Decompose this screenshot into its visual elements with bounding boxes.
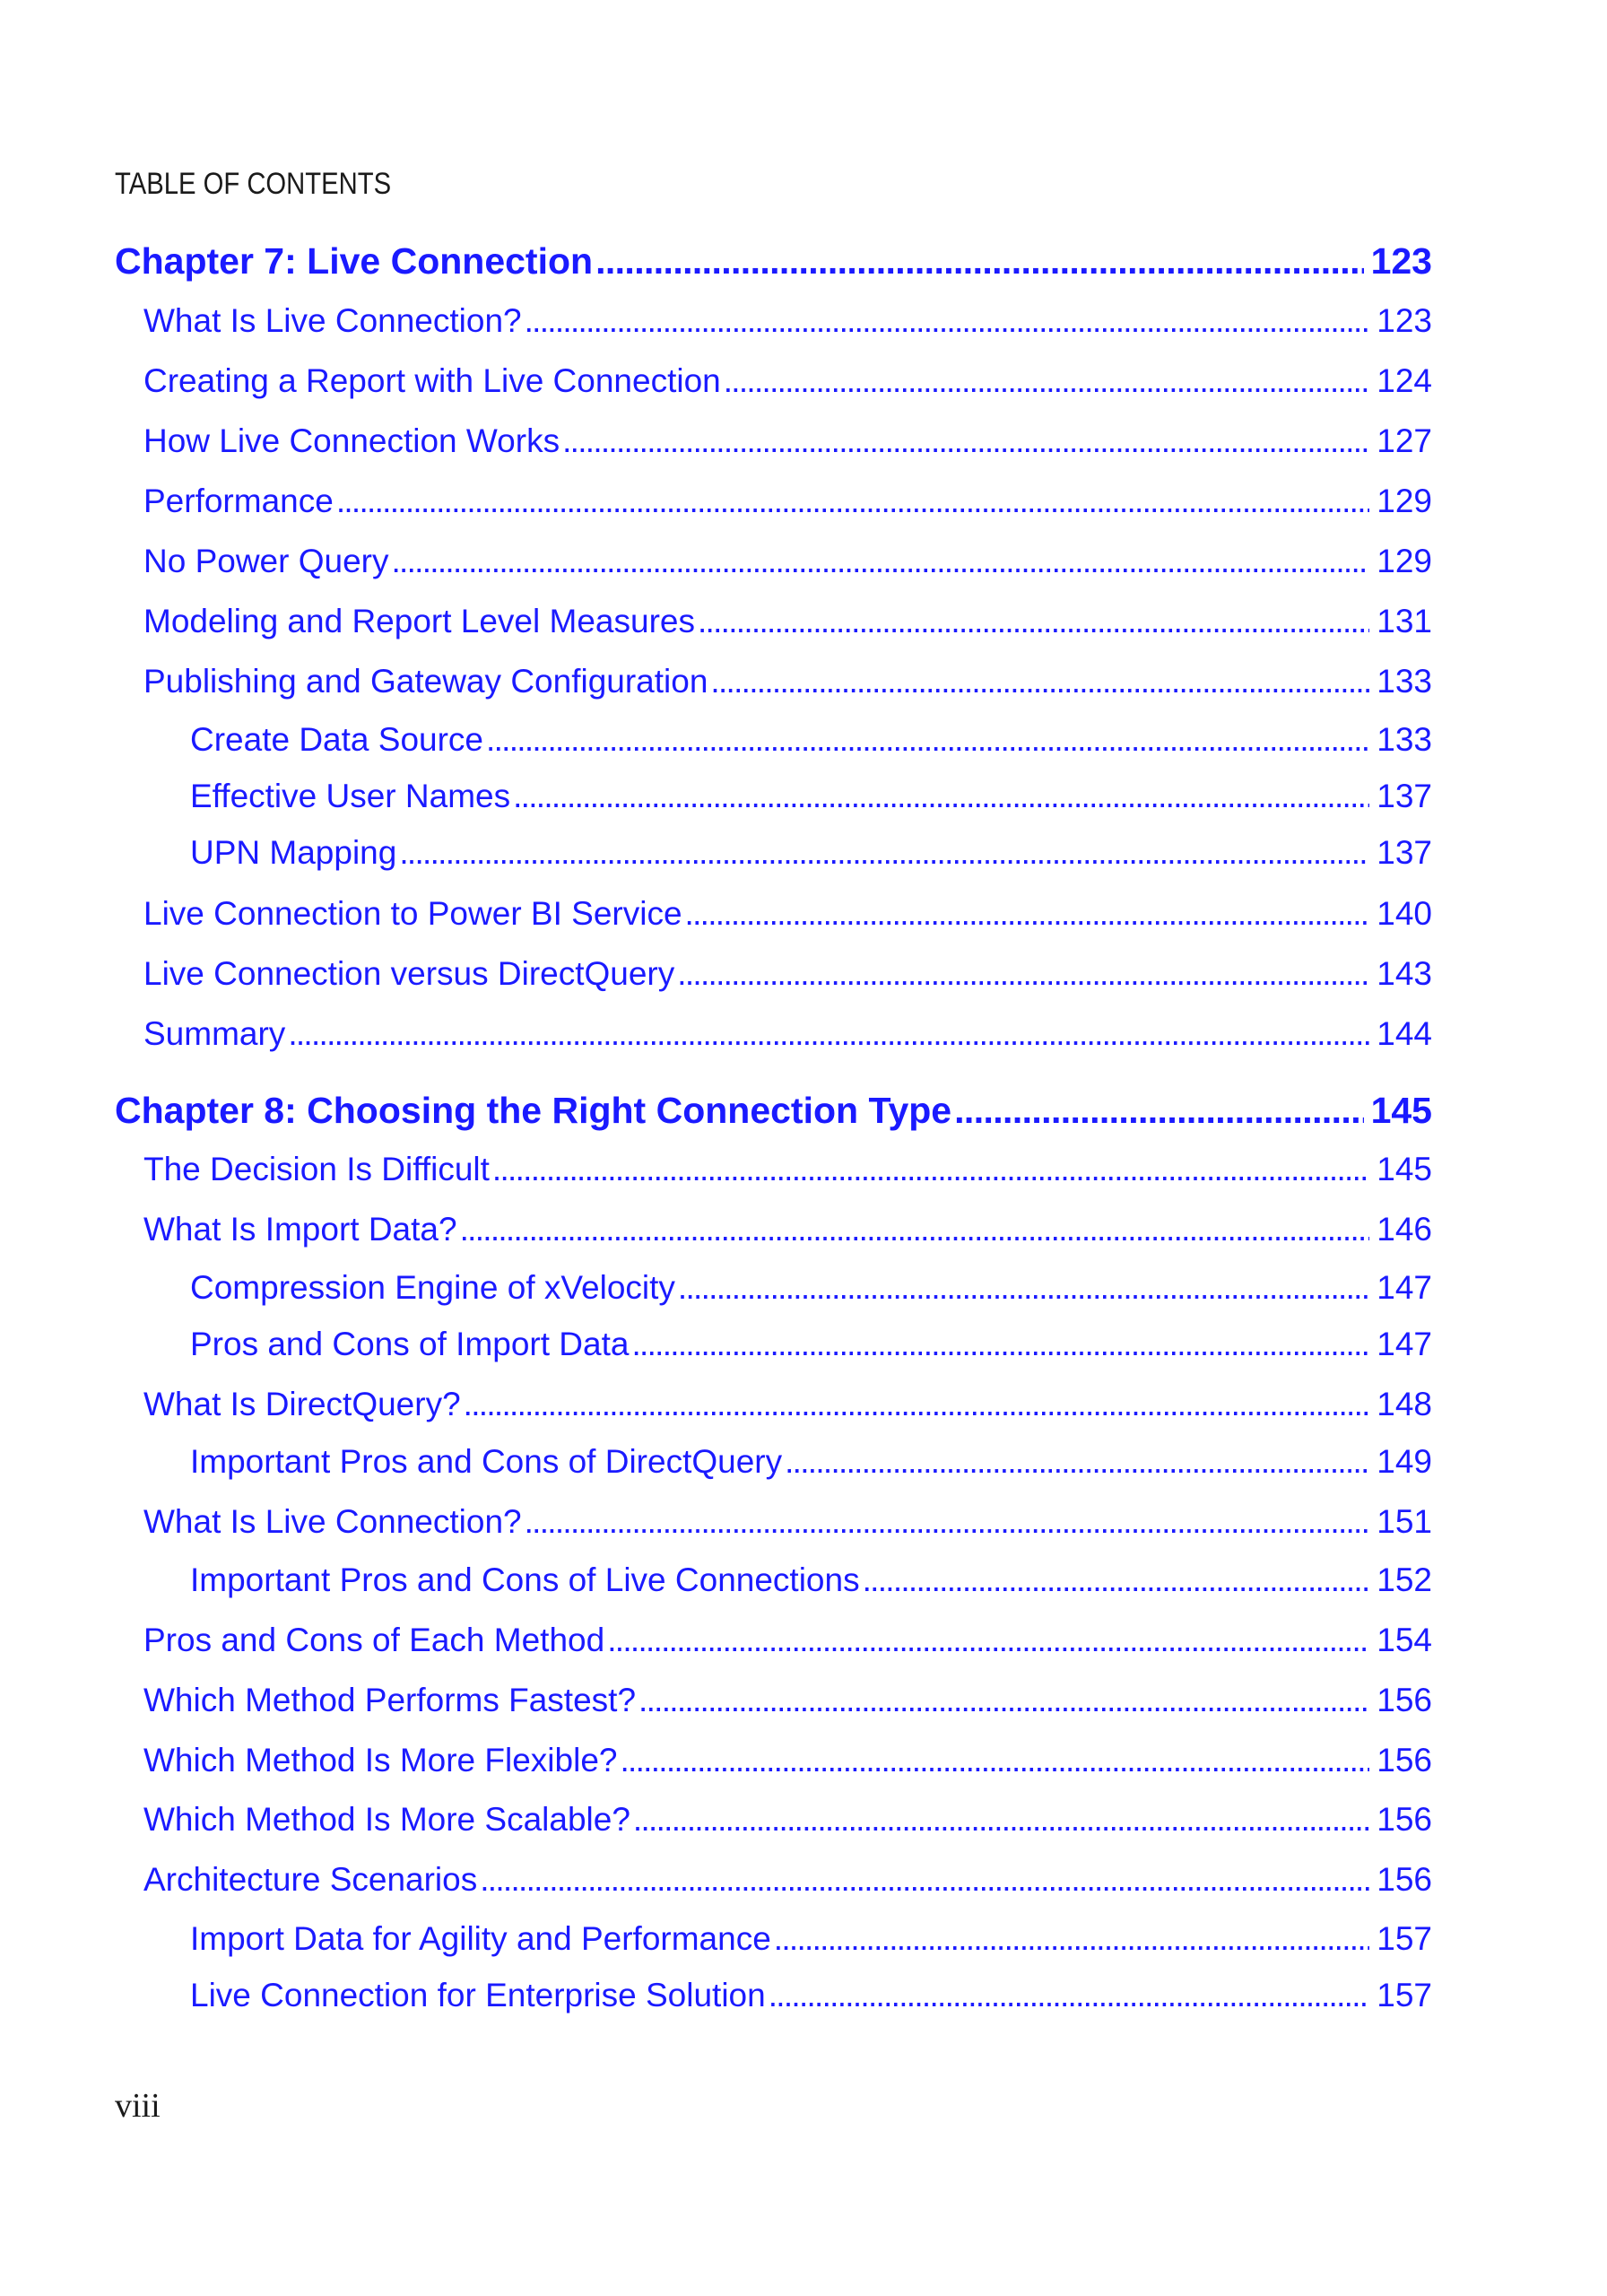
toc-entry-page: 143	[1377, 955, 1432, 992]
toc-entry-title: What Is DirectQuery?	[143, 1386, 461, 1422]
toc-dot-leader	[774, 1920, 1369, 1958]
toc-dot-leader	[595, 240, 1364, 283]
toc-entry-page: 151	[1377, 1503, 1432, 1540]
toc-section-entry[interactable]	[143, 663, 1432, 708]
toc-entry-title: Architecture Scenarios	[143, 1861, 478, 1898]
toc-dot-leader	[480, 1861, 1369, 1899]
toc-entry-page: 144	[1377, 1015, 1432, 1052]
toc-dot-leader	[954, 1090, 1363, 1132]
toc-entry-title: Pros and Cons of Import Data	[190, 1326, 630, 1362]
toc-entry-page: 157	[1377, 1977, 1432, 2013]
toc-section-entry[interactable]	[190, 721, 1432, 766]
toc-dot-leader	[677, 955, 1369, 993]
toc-entry-page: 146	[1377, 1211, 1432, 1248]
toc-section-entry[interactable]	[190, 778, 1432, 822]
toc-section-entry[interactable]	[190, 1443, 1432, 1488]
toc-entry-title: What Is Import Data?	[143, 1211, 457, 1248]
toc-entry-title: Pros and Cons of Each Method	[143, 1622, 605, 1658]
toc-entry-page: 154	[1377, 1622, 1432, 1658]
toc-entry-title: Import Data for Agility and Performance	[190, 1920, 771, 1957]
toc-section-entry[interactable]	[143, 1386, 1432, 1431]
toc-dot-leader	[399, 834, 1369, 872]
toc-section-entry[interactable]	[190, 1326, 1432, 1370]
toc-dot-leader	[562, 422, 1369, 460]
toc-section-entry[interactable]	[143, 1151, 1432, 1196]
toc-entry-title: Important Pros and Cons of Live Connections	[190, 1561, 860, 1598]
toc-dot-leader	[724, 362, 1370, 400]
toc-section-entry[interactable]	[143, 362, 1432, 407]
toc-dot-leader	[525, 1503, 1370, 1541]
toc-section-entry[interactable]	[190, 834, 1432, 879]
toc-entry-page: 129	[1377, 483, 1432, 519]
toc-dot-leader	[633, 1801, 1369, 1839]
toc-entry-title: Chapter 7: Live Connection	[115, 240, 594, 282]
toc-dot-leader	[685, 895, 1370, 933]
page-number: viii	[115, 2087, 161, 2125]
toc-entry-page: 129	[1377, 543, 1432, 579]
toc-entry-title: Create Data Source	[190, 721, 484, 758]
toc-section-entry[interactable]	[190, 1920, 1432, 1965]
toc-entry-page: 133	[1377, 721, 1432, 758]
toc-section-entry[interactable]	[143, 1503, 1432, 1548]
toc-entry-page: 156	[1377, 1861, 1432, 1898]
toc-entry-title: Publishing and Gateway Configuration	[143, 663, 708, 700]
running-header: TABLE OF CONTENTS	[115, 167, 392, 201]
toc-entry-title: Which Method Is More Flexible?	[143, 1742, 618, 1779]
toc-dot-leader	[863, 1561, 1370, 1599]
toc-dot-leader	[464, 1386, 1370, 1423]
toc-entry-title: No Power Query	[143, 543, 389, 579]
toc-entry-title: Performance	[143, 483, 334, 519]
toc-section-entry[interactable]	[143, 422, 1432, 467]
toc-entry-title: Important Pros and Cons of DirectQuery	[190, 1443, 783, 1480]
toc-entry-page: 157	[1377, 1920, 1432, 1957]
toc-entry-title: The Decision Is Difficult	[143, 1151, 490, 1187]
toc-dot-leader	[392, 543, 1370, 580]
toc-entry-page: 148	[1377, 1386, 1432, 1422]
toc-chapter-entry[interactable]	[115, 240, 1432, 285]
toc-dot-leader	[769, 1977, 1370, 2014]
toc-section-entry[interactable]	[143, 603, 1432, 648]
toc-entry-page: 156	[1377, 1742, 1432, 1779]
toc-dot-leader	[492, 1151, 1369, 1188]
toc-entry-page: 123	[1370, 240, 1432, 282]
toc-dot-leader	[486, 721, 1369, 759]
toc-dot-leader	[513, 778, 1369, 815]
toc-entry-page: 137	[1377, 778, 1432, 814]
toc-entry-page: 140	[1377, 895, 1432, 932]
toc-section-entry[interactable]	[143, 1622, 1432, 1666]
toc-dot-leader	[460, 1211, 1370, 1248]
toc-section-entry[interactable]	[143, 1861, 1432, 1906]
toc-section-entry[interactable]	[190, 1269, 1432, 1314]
toc-entry-page: 145	[1370, 1090, 1432, 1131]
toc-section-entry[interactable]	[143, 955, 1432, 1000]
toc-dot-leader	[710, 663, 1369, 700]
toc-section-entry[interactable]	[143, 1015, 1432, 1060]
toc-dot-leader	[678, 1269, 1369, 1307]
toc-entry-page: 127	[1377, 422, 1432, 459]
toc-entry-page: 133	[1377, 663, 1432, 700]
toc-section-entry[interactable]	[190, 1561, 1432, 1606]
toc-section-entry[interactable]	[143, 302, 1432, 347]
toc-entry-page: 123	[1377, 302, 1432, 339]
toc-entry-page: 124	[1377, 362, 1432, 399]
toc-entry-title: Compression Engine of xVelocity	[190, 1269, 675, 1306]
toc-dot-leader	[288, 1015, 1369, 1053]
toc-entry-page: 131	[1377, 603, 1432, 639]
toc-entry-title: What Is Live Connection?	[143, 1503, 522, 1540]
toc-entry-title: Live Connection versus DirectQuery	[143, 955, 675, 992]
toc-dot-leader	[336, 483, 1369, 520]
toc-dot-leader	[698, 603, 1369, 640]
toc-dot-leader	[638, 1682, 1369, 1719]
toc-entry-title: What Is Live Connection?	[143, 302, 522, 339]
toc-entry-page: 152	[1377, 1561, 1432, 1598]
toc-dot-leader	[607, 1622, 1369, 1659]
toc-entry-title: Summary	[143, 1015, 286, 1052]
toc-chapter-entry[interactable]	[115, 1090, 1432, 1135]
toc-entry-title: Creating a Report with Live Connection	[143, 362, 721, 399]
toc-entry-page: 156	[1377, 1801, 1432, 1838]
toc-entry-page: 147	[1377, 1326, 1432, 1362]
toc-section-entry[interactable]	[143, 1801, 1432, 1846]
toc-section-entry[interactable]	[143, 543, 1432, 587]
toc-entry-page: 149	[1377, 1443, 1432, 1480]
toc-entry-title: Which Method Performs Fastest?	[143, 1682, 637, 1718]
toc-entry-title: Live Connection for Enterprise Solution	[190, 1977, 766, 2013]
toc-entry-page: 145	[1377, 1151, 1432, 1187]
toc-entry-title: Effective User Names	[190, 778, 511, 814]
toc-section-entry[interactable]	[143, 895, 1432, 940]
toc-entry-title: Chapter 8: Choosing the Right Connection Type	[115, 1090, 952, 1131]
toc-section-entry[interactable]	[143, 483, 1432, 527]
toc-dot-leader	[620, 1742, 1369, 1779]
toc-section-entry[interactable]	[143, 1742, 1432, 1787]
toc-entry-title: Live Connection to Power BI Service	[143, 895, 682, 932]
toc-entry-title: Modeling and Report Level Measures	[143, 603, 695, 639]
toc-entry-page: 156	[1377, 1682, 1432, 1718]
toc-entry-title: How Live Connection Works	[143, 422, 560, 459]
toc-entry-title: Which Method Is More Scalable?	[143, 1801, 630, 1838]
toc-dot-leader	[525, 302, 1370, 340]
toc-dot-leader	[785, 1443, 1369, 1481]
toc-entry-page: 147	[1377, 1269, 1432, 1306]
toc-entry-page: 137	[1377, 834, 1432, 871]
toc-section-entry[interactable]	[143, 1211, 1432, 1256]
toc-section-entry[interactable]	[190, 1977, 1432, 2022]
toc-entry-title: UPN Mapping	[190, 834, 397, 871]
toc-section-entry[interactable]	[143, 1682, 1432, 1726]
toc-dot-leader	[631, 1326, 1369, 1363]
